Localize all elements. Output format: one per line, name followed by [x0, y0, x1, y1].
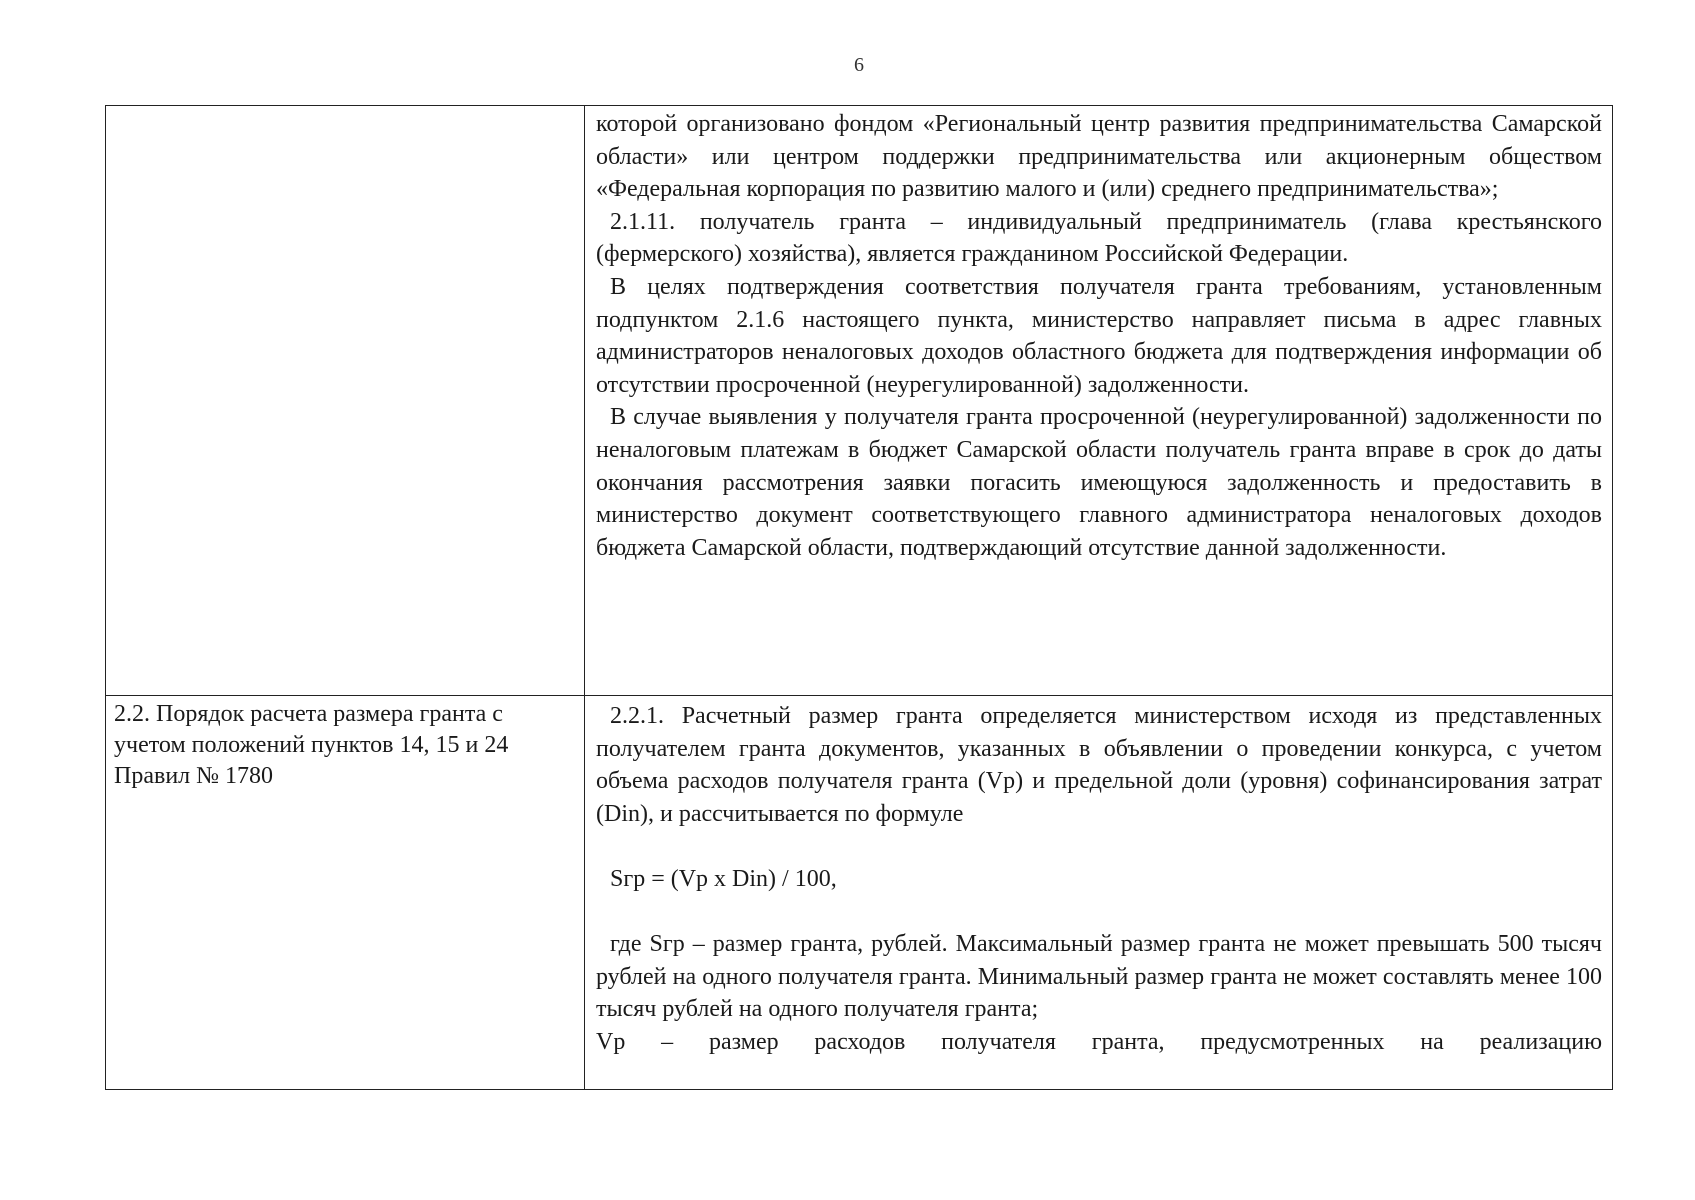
page-number: 6 — [854, 54, 864, 76]
spacer — [596, 830, 1602, 863]
grant-formula: Sгр = (Vp x Din) / 100, — [610, 865, 837, 892]
paragraph-verification: В целях подтверждения соответствия получателя гранта требованиям, установленным подпунктом 2.1.6 настоящего пункта, министерство направляет письма в адрес главных администраторов неналоговых доходов областного бюджета для подтверждения информации об отсутствии просроченной (неурегулированной) задолженности. — [596, 273, 1602, 398]
row2-right-cell — [596, 700, 1602, 1059]
row1-left-cell — [106, 106, 584, 695]
paragraph-vp-definition: Vp – размер расходов получателя гранта, предусмотренных на реализацию — [596, 1028, 1602, 1055]
row2-left-cell: 2.2. Порядок расчета размера гранта с учетом положений пунктов 14, 15 и 24 Правил № 1780 — [114, 701, 509, 789]
paragraph-2-1-11: 2.1.11. получатель гранта – индивидуальный предприниматель (глава крестьянского (фермерского) хозяйства), является гражданином Российской Федерации. — [596, 208, 1602, 268]
spacer — [596, 896, 1602, 929]
row-divider — [106, 695, 1612, 696]
paragraph-debt-case: В случае выявления у получателя гранта просроченной (неурегулированной) задолженности по неналоговым платежам в бюджет Самарской области получатель гранта вправе в срок до даты окончания рассмотрения заявки погасить имеющуюся задолженность и предоставить в министерство документ соответствующего главного администратора неналоговых доходов бюджета Самарской области, подтверждающий отсутствие данной задолженности. — [596, 404, 1602, 561]
document-table — [105, 105, 1613, 1090]
row1-right-cell — [596, 108, 1602, 564]
paragraph-formula-explanation: где Sгр – размер гранта, рублей. Максимальный размер гранта не может превышать 500 тысяч рублей на одного получателя гранта. Минимальный размер гранта не может составлять менее 100 тысяч рублей на одного получателя гранта; — [596, 931, 1602, 1023]
paragraph-continuation: которой организовано фондом «Региональный центр развития предпринимательства Самарской области» или центром поддержки предпринимательства или акционерным обществом «Федеральная корпорация по развитию малого и (или) среднего предпринимательства»; — [596, 111, 1602, 203]
column-divider — [584, 106, 585, 1089]
paragraph-2-2-1: 2.2.1. Расчетный размер гранта определяется министерством исходя из представленных получателем гранта документов, указанных в объявлении о проведении конкурса, с учетом объема расходов получателя гранта (Vp) и предельной доли (уровня) софинансирования затрат (Din), и рассчитывается по формуле — [596, 703, 1602, 827]
